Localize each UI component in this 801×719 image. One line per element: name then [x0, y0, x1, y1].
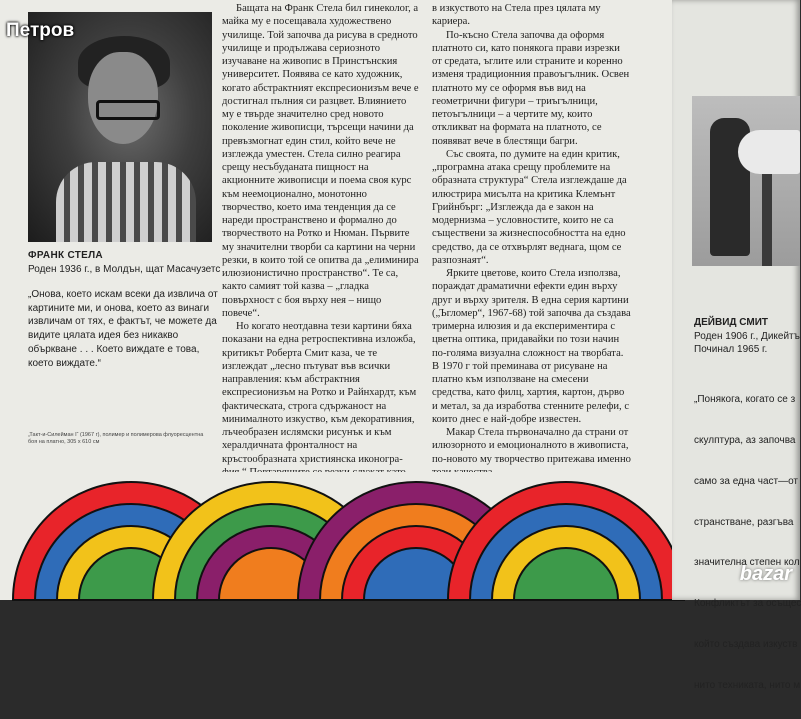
article-column-2 [432, 2, 632, 479]
col2-paragraph: Със своята, по думите на един критик, „програмна атака срещу проблемите на образната структура“ Стела изглеждаше да илюстрира мисълта на критика Клемънт Грийнбърг: „Изглежда да е закон на модернизма – условностите, които не са съществени за жизнеспособността на едно средство, да се отхвърлят веднага, щом се разпознаят“. [432, 148, 627, 266]
site-logo: bazar [739, 563, 792, 585]
right-artist-name: ДЕЙВИД СМИТ [694, 317, 769, 328]
photo-plaid-shirt [56, 162, 196, 242]
quote-line: нито техниката, нито м [694, 679, 801, 691]
photo-david-smith-sculpture [692, 96, 800, 266]
artist-quote: „Онова, което искам всеки да извлича от картините ми, и онова, което аз винаги извличам от тях, е фактът, че можете да видите цялата идея без никакво объркване . . . Което виждате е това, което виждате.“ [28, 289, 218, 369]
quote-line: скулптура, аз започва [694, 434, 796, 446]
col2-paragraph: Ярките цветове, които Стела използва, пораждат драматични ефекти един върху друг и върху зрителя. В една серия картини („Ъгломер“, 1967-68) той започва да създава тримерна илюзия и да експериментира с цветна оптика, придавайки по този начин по-голяма визуална сложност на творбата. В 1970 г той преминава от рисуване на платно към използване на смесени средства, като филц, хартия, картон, дърво и метал, за да изработва стенните релефи, с които днес е най-добре известен. [432, 268, 631, 425]
quote-line: „Понякога, когато се з [694, 394, 796, 406]
article-column-1 [222, 2, 420, 506]
col1-paragraph: Бащата на Франк Стела бил гинеколог, а майка му е посещавала художествено училище. Той започва да рисува в средното училище и продължава сериозното изучаване на живопис в Принстънския университет. Появява се като художник, когато абстрактният експресионизъм вече е достигнал пълния си разцвет. Влиянието му е твърде значително сред новото поколение живописци, търсещи начини да превъзмогнат един стил, който вече не изглежда уместен. Стела силно реагира срещу несъбуданата пищност на акционните живописци и поема своя курс към неемоционално, монотонно творчество, което има тенденция да се нареди пространствено и формално до творчеството на Ротко и Нюман. Първите му значителни творби са картини на черни резки, в които той се опитва да „елиминира илюзионистично пространство“. Те са, както самият той казва – „гладка повърхност с боя върху нея – нищо повече“. [222, 3, 419, 319]
col2-paragraph: в изкуството на Стела през цялата му кариера. [432, 3, 601, 28]
right-artist-died: Починал 1965 г. [694, 344, 768, 355]
col2-paragraph: Макар Стела първоначално да страни от илюзорното и емоционалното в живописта, по-новото му творчество притежава именно [432, 427, 631, 465]
quote-line: значителна степен кол [694, 557, 800, 569]
quote-line: само за една част—от [694, 475, 799, 487]
right-artist-born: Роден 1906 г., Дикейтъ [694, 331, 800, 342]
quote-line: Конфликтът за осъщес [694, 598, 801, 610]
photo2-sculpture-post [762, 174, 772, 266]
artwork-caption: „Такт-и-Силейман I“ (1967 г), полимер и полимерова флуоресцентна боя на платно, 305 х 610 см [28, 432, 204, 445]
caption-artist-born: Роден 1936 г., в Молдън, щат Масачузетс [28, 264, 221, 275]
protractor-painting-image [26, 472, 666, 600]
photo2-sculpture-shape [738, 130, 800, 174]
col2-paragraph: По-късно Стела започва да оформя платното си, като понякога прави изрезки от средата, ъглите или страните и коренно изменя традиционния правоъгълник. Освен платното му се оформя във вид на геометрични фигури – триъгълници, петоъгълници – а чертите му, които откликват на формата на платното, се появяват вече в блестящи багри. [432, 29, 630, 147]
portrait-photo-frank-stella [28, 12, 212, 242]
photo-head [88, 52, 158, 144]
watermark-username: Петров [6, 20, 75, 41]
right-magazine-page [672, 0, 801, 691]
col1-paragraph: Но когато неотдавна тези картини бяха показани на една ретроспективна изложба, критикът Роберта Смит каза, че те изглеждат „лесно пътуват във всички направления: към абстрактния експресионизъм на Ротко и Райнхардт, към фактическата, строга сдържаност на минималното изкуство, към декоративния, лъчеобразен ислямски рисунък и към хералдичната фронталност на кръстообразната християнска иконогра- [222, 321, 417, 465]
quote-line: странстване, разгъва [694, 516, 794, 528]
quote-line: който създава изкуств [694, 638, 798, 650]
photo-glasses [96, 100, 160, 120]
caption-artist-name: ФРАНК СТЕЛА [28, 250, 103, 261]
right-artist-quote [694, 366, 801, 719]
